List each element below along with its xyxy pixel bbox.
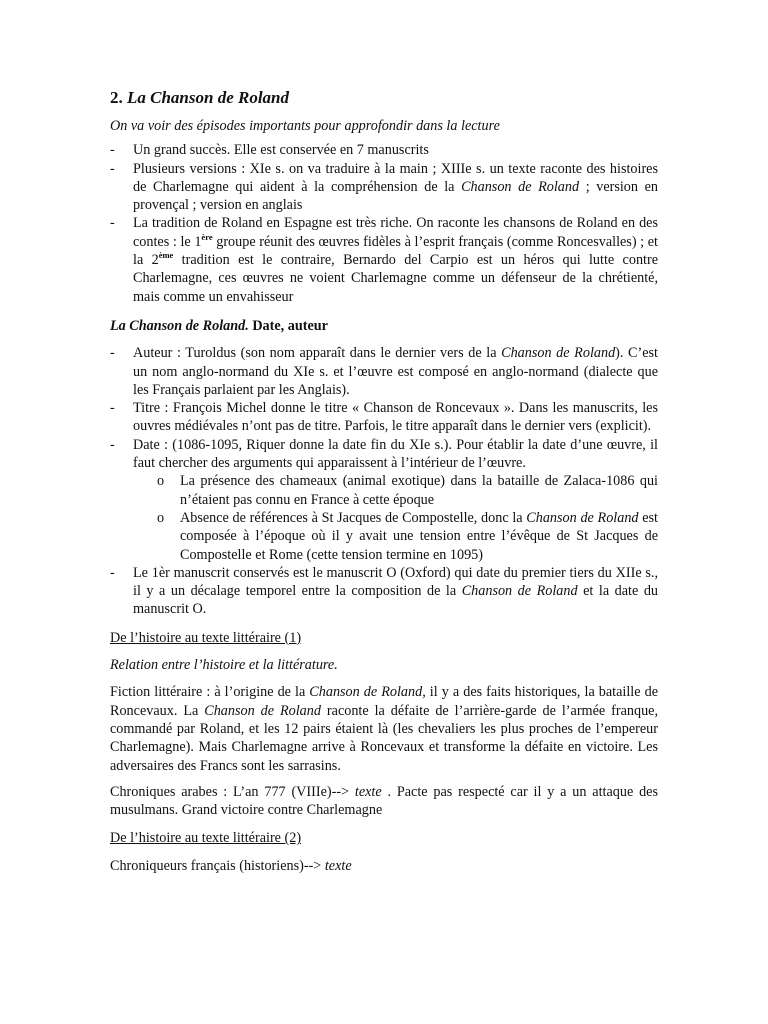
heading-title: La Chanson de Roland (127, 88, 290, 107)
para-text: Chroniques arabes : L’an 777 (VIIIe)--> (110, 783, 355, 800)
para-text: Chroniqueurs français (historiens)--> (110, 857, 325, 874)
subsection-subtitle: Relation entre l’histoire et la littérature. (110, 657, 338, 674)
item-text: Le 1èr manuscrit conservés est le manuscrit O (Oxford) qui date du premier tiers du XIIe s., il y a un décalage temporel entre la composition de la (133, 564, 658, 600)
list-item (110, 344, 658, 399)
bullet-list-intro (110, 141, 658, 306)
bullet-list-date-auteur (110, 344, 658, 618)
heading-number: 2. (110, 88, 123, 107)
list-item (110, 214, 658, 305)
subsection-title-histoire-2: De l’histoire au texte littéraire (2) (110, 830, 302, 847)
paragraph-chroniques-arabes (110, 783, 658, 820)
list-item (110, 564, 658, 619)
subsection-title-date-auteur (110, 317, 658, 335)
sub-list-item (157, 509, 658, 564)
lead-sentence: On va voir des épisodes importants pour approfondir dans la lecture (110, 118, 500, 134)
work-title: Chanson de Roland (461, 178, 580, 195)
sub-bullet-list (133, 472, 658, 563)
work-title: Chanson de Roland (204, 702, 321, 719)
item-text: Date : (1086-1095, Riquer donne la date fin du XIe s.). Pour établir la date d’une œuvre, il faut chercher des arguments qui apparaissent à l’intérieur de l’œuvre. (133, 436, 658, 472)
item-text: Plusieurs versions : XIe s. on va traduire à la main ; XIIIe s. un texte raconte des histoires de Charlemagne qui aident à la compréhension de la (133, 160, 658, 195)
para-text: Fiction littéraire : à l’origine de la (110, 684, 310, 701)
work-title: Chanson de Roland (526, 509, 639, 526)
section-heading (110, 88, 658, 108)
list-item (110, 399, 658, 436)
para-text: raconte la défaite de l’arrière-garde de l’armée franque, commandé par Roland, et les 12 pairs étaient là (les chevaliers les plus proches de l’empereur Charlemagne). Mais Charlemagne arrive à Roncevaux et transforme la défaite en victoire. Les adversaires des Francs sont les sarrasins. (110, 702, 659, 774)
item-text: Titre : François Michel donne le titre « Chanson de Roncevaux ». Dans les manuscrits, les ouvres médiévales n’ont pas de titre. Parfois, le titre apparaît dans le dernier vers (explicit). (133, 400, 658, 435)
item-text: Auteur : Turoldus (son nom apparaît dans le dernier vers de la (133, 345, 502, 362)
subsection-title-rest: Date, auteur (248, 317, 328, 334)
item-text: tradition est le contraire, Bernardo del Carpio est un héros qui lutte contre Charlemagne, ces œuvres ne voient Charlemagne comme un défenseur de la chrétienté, mais comme un envahisseur (133, 252, 658, 305)
work-title: Chanson de Roland (309, 684, 423, 701)
item-text: est composée à l’époque où il y avait une tension entre l’évêque de St Jacques de Compostelle et Rome (cette tension termine en 1095) (180, 509, 658, 563)
subsection-title-italic: La Chanson de Roland. (110, 317, 249, 334)
item-text: Absence de références à St Jacques de Compostelle, donc la (180, 509, 527, 526)
para-text-italic: texte (324, 857, 352, 874)
ordinal-suffix: ère (201, 231, 213, 242)
para-text-italic: texte (354, 783, 382, 800)
ordinal-suffix: ème (158, 250, 174, 261)
para-text: , il y a des faits historiques, la bataille de Roncevaux. La (110, 684, 658, 719)
subsection-title-histoire-1: De l’histoire au texte littéraire (1) (110, 629, 302, 646)
item-text: et la date du manuscrit O. (133, 583, 659, 618)
paragraph-chroniqueurs (110, 857, 658, 875)
item-text: Un grand succès. Elle est conservée en 7 manuscrits (133, 142, 429, 159)
item-text: groupe réunit des œuvres fidèles à l’esprit français (comme Roncesvalles) ; et la 2 (133, 233, 658, 269)
item-text: La présence des chameaux (animal exotique) dans la bataille de Zalaca-1086 qui n’étaient pas connu en France à cette époque (180, 473, 658, 508)
paragraph-fiction (110, 683, 658, 774)
item-text: ; version en provençal ; version en anglais (133, 178, 658, 214)
work-title: Chanson de Roland (501, 345, 616, 362)
item-text: ). C’est un nom anglo-normand du XIe s. et l’œuvre est composé en anglo-normand (dialecte que les Français parlaient par les Anglais). (133, 345, 658, 398)
para-text: . Pacte pas respecté car il y a un attaque des musulmans. Grand victoire contre Charlemagne (110, 783, 658, 819)
list-item (110, 160, 658, 215)
sub-list-item (157, 472, 658, 509)
item-text: La tradition de Roland en Espagne est très riche. On raconte les chansons de Roland en des contes : le 1 (133, 215, 658, 250)
list-item (110, 141, 658, 159)
document-body (110, 88, 658, 883)
list-item (110, 436, 658, 564)
work-title: Chanson de Roland (461, 583, 578, 600)
